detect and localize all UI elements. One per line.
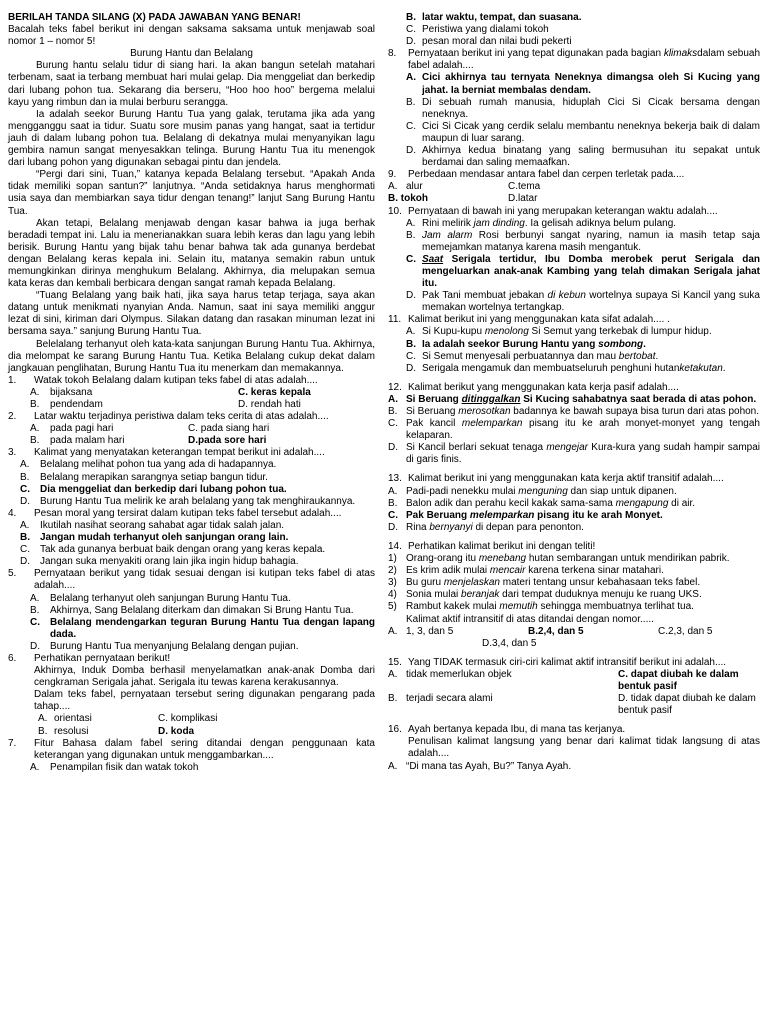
question-9-options-row-1: [388, 181, 760, 193]
question-15-text: Yang TIDAK termasuk ciri-ciri kalimat aktif intransitif berikut ini adalah....: [408, 656, 727, 668]
question-13: 13. Kalimat berikut ini yang menggunakan kata kerja aktif transitif adalah....: [388, 473, 724, 485]
option-9b[interactable]: B. tokoh: [388, 193, 428, 205]
option-14a[interactable]: A. 1, 3, dan 5: [388, 625, 454, 637]
option-13a[interactable]: A. Padi-padi nenekku mulai menguning dan siap untuk dipanen.: [388, 485, 677, 497]
option-10d[interactable]: D. Pak Tani membuat jebakan di kebun wortelnya supaya Si Kancil yang suka memakan wortelnya tertangkap.: [406, 290, 760, 314]
option-6b[interactable]: B. resolusi: [38, 725, 89, 737]
option-8b[interactable]: B. Di sebuah rumah manusia, hiduplah Cici Si Cicak bersama dengan neneknya.: [406, 96, 760, 120]
option-2c[interactable]: C. pada siang hari: [188, 423, 270, 435]
option-8c[interactable]: C. Cici Si Cicak yang cerdik selalu membantu neneknya bekerja baik di dalam maupun di luar sarang.: [406, 120, 760, 144]
option-14b[interactable]: B.2,4, dan 5: [528, 625, 584, 637]
option-16a[interactable]: A. “Di mana tas Ayah, Bu?” Tanya Ayah.: [388, 760, 572, 772]
left-column: [8, 12, 375, 774]
option-10c[interactable]: C. Saat Serigala tertidur, Ibu Domba merobek perut Serigala dan mengeluarkan anak-anak Kambing yang telah dimakan Serigala jahat itu.: [406, 253, 760, 290]
question-1-options-row-2: [8, 399, 375, 411]
option-10b[interactable]: B. Jam alarm Rosi berbunyi sangat nyaring, namun ia masih tetap saja memejamkan matanya karena masih mengantuk.: [406, 229, 760, 253]
sentence-14-2: 2) Es krim adik mulai mencair karena terkena sinar matahari.: [388, 565, 664, 577]
story-paragraph-3: “Pergi dari sini, Tuan,” katanya kepada Belalang tersebut. “Apakah Anda tidak memiliki sopan santun?” lanjutnya. “Anda setidaknya harus menghormati usia saya dan membiarkan saya tidur dengan tenang!” lanjut Sang Burung Hantu Tua.: [8, 169, 375, 217]
option-3c[interactable]: C. Dia menggeliat dan berkedip dari lubang pohon tua.: [20, 483, 287, 495]
option-3d[interactable]: D. Burung Hantu Tua melirik ke arah belalang yang tak menghiraukannya.: [20, 495, 356, 507]
option-11c[interactable]: C. Si Semut menyesali perbuatannya dan mau bertobat.: [406, 350, 659, 362]
option-7d[interactable]: D. pesan moral dan nilai budi pekerti: [406, 36, 572, 48]
sentence-14-4: 4) Sonia mulai beranjak dari tempat duduknya menuju ke ruang UKS.: [388, 589, 702, 601]
question-15-options-row-2: [388, 693, 760, 717]
story-paragraph-5: “Tuang Belalang yang baik hati, jika saya harus tetap terjaga, saya akan datang untuk menikmati nyanyian Anda. Namun, saat ini saya memiliki anggur lezat di sini, kiriman dari Olympus. Silakan datang dan rasakan minuman lezat ini bersama saya.” sanjung Burung Hantu Tua.: [8, 290, 375, 338]
question-11-text: Kalimat berikut ini yang menggunakan kata sifat adalah.... .: [408, 314, 670, 326]
question-14-text: Perhatikan kalimat berikut ini dengan teliti!: [408, 540, 596, 552]
option-1b[interactable]: B. pendendam: [30, 399, 103, 410]
question-6-question: Dalam teks fabel, pernyataan tersebut sering digunakan pengarang pada tahap....: [34, 689, 375, 713]
question-6-options-row-2: [8, 726, 375, 738]
option-1d[interactable]: D. rendah hati: [238, 399, 301, 410]
question-8: 8. Pernyataan berikut ini yang tepat digunakan pada bagian klimaksdalam sebuah fabel adalah....: [388, 48, 761, 72]
option-15b[interactable]: B. terjadi secara alami: [388, 693, 493, 705]
worksheet-heading: BERILAH TANDA SILANG (X) PADA JAWABAN YANG BENAR!: [8, 12, 301, 23]
question-10: 10. Pernyataan di bawah ini yang merupakan keterangan waktu adalah....: [388, 205, 718, 217]
question-16-text: Ayah bertanya kepada Ibu, di mana tas kerjanya.: [408, 724, 626, 736]
option-5c[interactable]: C. Belalang mendengarkan teguran Burung Hantu Tua dengan lapang dada.: [30, 616, 375, 640]
option-11b[interactable]: B. Ia adalah seekor Burung Hantu yang sombong.: [406, 338, 646, 350]
question-14-options-row-1: [388, 626, 760, 638]
option-5b[interactable]: B. Akhirnya, Sang Belalang diterkam dan dimakan Si Brung Hantu Tua.: [30, 604, 354, 616]
question-6-options-row-1: [8, 713, 375, 725]
option-14d[interactable]: D.3,4, dan 5: [482, 637, 537, 649]
option-12d[interactable]: D. Si Kancil berlari sekuat tenaga mengejar Kura-kura yang sudah hampir sampai di garis finis.: [388, 442, 761, 466]
question-6-text: Perhatikan pernyataan berikut!: [34, 652, 171, 664]
option-13b[interactable]: B. Balon adik dan perahu kecil kakak sama-sama mengapung di air.: [388, 497, 696, 509]
story-title: Burung Hantu dan Belalang: [130, 48, 253, 60]
option-11d[interactable]: D. Serigala mengamuk dan membuatseluruh penghuni hutanketakutan.: [406, 362, 726, 374]
story-paragraph-1: Burung hantu selalu tidur di siang hari. Ia akan bangun setelah matahari terbenam, saat ia terbang membuat hari mulai gelap. Dia menggeliat dan berkedip dari lubang pohon tua. Sekarang dia berseru, “Hoo hoo hoo” bergema melalui kayu yang rimbun dan ia mulai berburu serangga.: [8, 60, 375, 108]
option-2b[interactable]: B. pada malam hari: [30, 435, 125, 447]
reading-instruction: Bacalah teks fabel berikut ini dengan saksama saksama untuk menjawab soal nomor 1 – nomor 5!: [8, 24, 375, 48]
option-2d[interactable]: D.pada sore hari: [188, 435, 267, 447]
option-5d[interactable]: D. Burung Hantu Tua menyanjung Belalang dengan pujian.: [30, 640, 299, 652]
option-4c[interactable]: C. Tak ada gunanya berbuat baik dengan orang yang keras kepala.: [20, 544, 326, 556]
question-2-options-row-2: [8, 435, 375, 447]
option-14c[interactable]: C.2,3, dan 5: [658, 625, 713, 637]
option-4b[interactable]: B. Jangan mudah terhanyut oleh sanjungan orang lain.: [20, 532, 289, 544]
sentence-14-1: 1) Orang-orang itu menebang hutan sembarangan untuk mendirikan pabrik.: [388, 553, 730, 565]
option-13c[interactable]: C. Pak Beruang melemparkan pisang itu ke arah Monyet.: [388, 509, 663, 521]
question-4: 4. Pesan moral yang tersirat dalam kutipan teks fabel tersebut adalah....: [8, 507, 342, 519]
question-14-prompt: Kalimat aktif intransitif di atas ditandai dengan nomor.....: [406, 613, 654, 625]
option-15d[interactable]: D. tidak dapat diubah ke dalam bentuk pasif: [618, 693, 756, 717]
story-paragraph-6: Belelalang terhanyut oleh kata-kata sanjungan Burung Hantu Tua. Akhirnya, dia melompat ke sarang Burung Hantu Tua. Ketika Belalang cukup dekat dalam jangkauan penglihatan, Burung Hantu Tua itu menerkam dan memakannya.: [8, 338, 375, 374]
question-9: 9. Perbedaan mendasar antara fabel dan cerpen terletak pada....: [388, 169, 685, 181]
question-10-text: Pernyataan di bawah ini yang merupakan keterangan waktu adalah....: [408, 205, 718, 217]
question-9-text: Perbedaan mendasar antara fabel dan cerpen terletak pada....: [408, 169, 685, 181]
option-7a[interactable]: A. Penampilan fisik dan watak tokoh: [30, 761, 199, 773]
question-16: 16. Ayah bertanya kepada Ibu, di mana tas kerjanya.: [388, 724, 626, 736]
question-9-options-row-2: [388, 193, 760, 205]
question-3: 3. Kalimat yang menyatakan keterangan tempat berikut ini adalah....: [8, 447, 325, 459]
question-4-text: Pesan moral yang tersirat dalam kutipan teks fabel tersebut adalah....: [34, 507, 342, 519]
question-16-instruction: Penulisan kalimat langsung yang benar dari kalimat tidak langsung di atas adalah....: [408, 736, 760, 760]
option-1a[interactable]: A. bijaksana: [30, 386, 93, 398]
option-9c[interactable]: C.tema: [508, 181, 541, 193]
question-11: 11. Kalimat berikut ini yang menggunakan kata sifat adalah.... .: [388, 314, 670, 326]
question-5-text: Pernyataan berikut yang tidak sesuai dengan isi kutipan teks fabel di atas adalah....: [34, 568, 375, 592]
question-1-options-row-1: [8, 387, 375, 399]
option-4a[interactable]: A. Ikutilah nasihat seorang sahabat agar tidak salah jalan.: [20, 519, 285, 531]
option-12a[interactable]: A. Si Beruang ditinggalkan Si Kucing sahabatnya saat berada di atas pohon.: [388, 393, 757, 405]
option-13d[interactable]: D. Rina bernyanyi di depan para penonton.: [388, 521, 584, 533]
option-12b[interactable]: B. Si Beruang merosotkan badannya ke bawah supaya bisa turun dari atas pohon.: [388, 406, 760, 417]
question-15: 15. Yang TIDAK termasuk ciri-ciri kalimat aktif intransitif berikut ini adalah....: [388, 656, 727, 668]
option-2a[interactable]: A. pada pagi hari: [30, 423, 114, 435]
option-12c[interactable]: C. Pak kancil melemparkan pisang itu ke arah monyet-monyet yang tengah kelaparan.: [388, 418, 760, 442]
question-2: 2. Latar waktu terjadinya peristiwa dalam teks cerita di atas adalah....: [8, 411, 329, 423]
question-3-text: Kalimat yang menyatakan keterangan tempat berikut ini adalah....: [34, 447, 325, 459]
option-4d[interactable]: D. Jangan suka menyakiti orang lain jika ingin hidup bahagia.: [20, 556, 299, 568]
question-14: 14. Perhatikan kalimat berikut ini dengan teliti!: [388, 540, 596, 552]
question-13-text: Kalimat berikut ini yang menggunakan kata kerja aktif transitif adalah....: [408, 473, 724, 485]
option-15a[interactable]: A. tidak memerlukan objek: [388, 668, 512, 680]
option-3b[interactable]: B. Belalang merapikan sarangnya setiap bangun tidur.: [20, 471, 268, 483]
option-6a[interactable]: A. orientasi: [38, 713, 92, 725]
question-7: 7. Fitur Bahasa dalam fabel sering ditandai dengan penggunaan kata keterangan yang digunakan untuk menggambarkan....: [8, 737, 375, 761]
question-2-text: Latar waktu terjadinya peristiwa dalam teks cerita di atas adalah....: [34, 411, 329, 423]
option-10a[interactable]: A. Rini melirik jam dinding. Ia gelisah adiknya belum pulang.: [406, 217, 677, 229]
question-12-text: Kalimat berikut yang menggunakan kata kerja pasif adalah....: [408, 381, 679, 393]
option-7c[interactable]: C. Peristiwa yang dialami tokoh: [406, 24, 549, 36]
option-8d[interactable]: D. Akhirnya kedua binatang yang saling bermusuhan itu sepakat untuk berdamai dan saling memaafkan.: [406, 145, 760, 169]
story-paragraph-2: Ia adalah seekor Burung Hantu Tua yang galak, terutama jika ada yang mengganggu saat ia tidur. Suatu sore musim panas yang hangat, saat ia tertidur jauh di dalam lubang pohon tua. Belalang di dekatnya mulai menyanyikan lagu gembira namun sangat menyesakkan telinga. Burung Hantu Tua itu menengok dari lubang pohon yang digunakan sebagai pintu dan jendela.: [8, 108, 375, 169]
question-1: 1. Watak tokoh Belalang dalam kutipan teks fabel di atas adalah....: [8, 374, 318, 386]
question-12: 12. Kalimat berikut yang menggunakan kata kerja pasif adalah....: [388, 381, 679, 393]
question-2-options-row-1: [8, 423, 375, 435]
option-6d[interactable]: D. koda: [158, 725, 195, 737]
option-9a[interactable]: A. alur: [388, 181, 423, 193]
question-6: 6. Perhatikan pernyataan berikut!: [8, 652, 171, 664]
option-11a[interactable]: A. Si Kupu-kupu menolong Si Semut yang terkebak di lumpur hidup.: [406, 326, 712, 338]
sentence-14-3: 3) Bu guru menjelaskan materi tentang unsur kebahasaan teks fabel.: [388, 577, 701, 589]
option-1c[interactable]: C. keras kepala: [238, 386, 311, 398]
story-paragraph-4: Akan tetapi, Belalang menjawab dengan kasar bahwa ia juga berhak beradadi tempat ini. Lalu ia menerianakkan suara lebih keras dan lagu yang lebih berisik. Burung Hantu yang bijak tahu benar bahwa tak ada gunanya berdebat dengan Belalang keras kepala ini. Selain itu, matanya semakin rabun untuk memungkinkan dirinya menghukum Belalang. Akhirnya, dia melupakan semua kata keras dan kembali berbicara dengan sangat ramah kepada Belalang.: [8, 217, 375, 290]
option-5a[interactable]: A. Belalang terhanyut oleh sanjungan Burung Hantu Tua.: [30, 592, 291, 604]
option-6c[interactable]: C. komplikasi: [158, 713, 218, 725]
option-3a[interactable]: A. Belalang melihat pohon tua yang ada di hadapannya.: [20, 459, 277, 471]
question-1-text: Watak tokoh Belalang dalam kutipan teks fabel di atas adalah....: [34, 374, 318, 386]
option-9d[interactable]: D.latar: [508, 193, 538, 205]
option-7b[interactable]: B. latar waktu, tempat, dan suasana.: [406, 12, 582, 23]
option-15c[interactable]: C. dapat diubah ke dalam bentuk pasif: [618, 668, 739, 692]
option-8a[interactable]: A. Cici akhirnya tau ternyata Neneknya dimangsa oleh Si Kucing yang jahat. Ia berniat membalas dendam.: [406, 72, 760, 96]
question-6-quote: Akhirnya, Induk Domba berhasil menyelamatkan anak-anak Domba dari cengkraman Serigala jahat. Serigala itu tewas karena kerakusannya.: [34, 665, 375, 689]
question-15-options-row-1: [388, 669, 760, 693]
question-5: 5. Pernyataan berikut yang tidak sesuai dengan isi kutipan teks fabel di atas adalah....: [8, 568, 375, 592]
sentence-14-5: 5) Rambut kakek mulai memutih sehingga membuatnya terlihat tua.: [388, 601, 694, 613]
right-column: [388, 12, 760, 773]
question-7-text: Fitur Bahasa dalam fabel sering ditandai dengan penggunaan kata keterangan yang digunakan untuk menggambarkan....: [34, 737, 375, 761]
